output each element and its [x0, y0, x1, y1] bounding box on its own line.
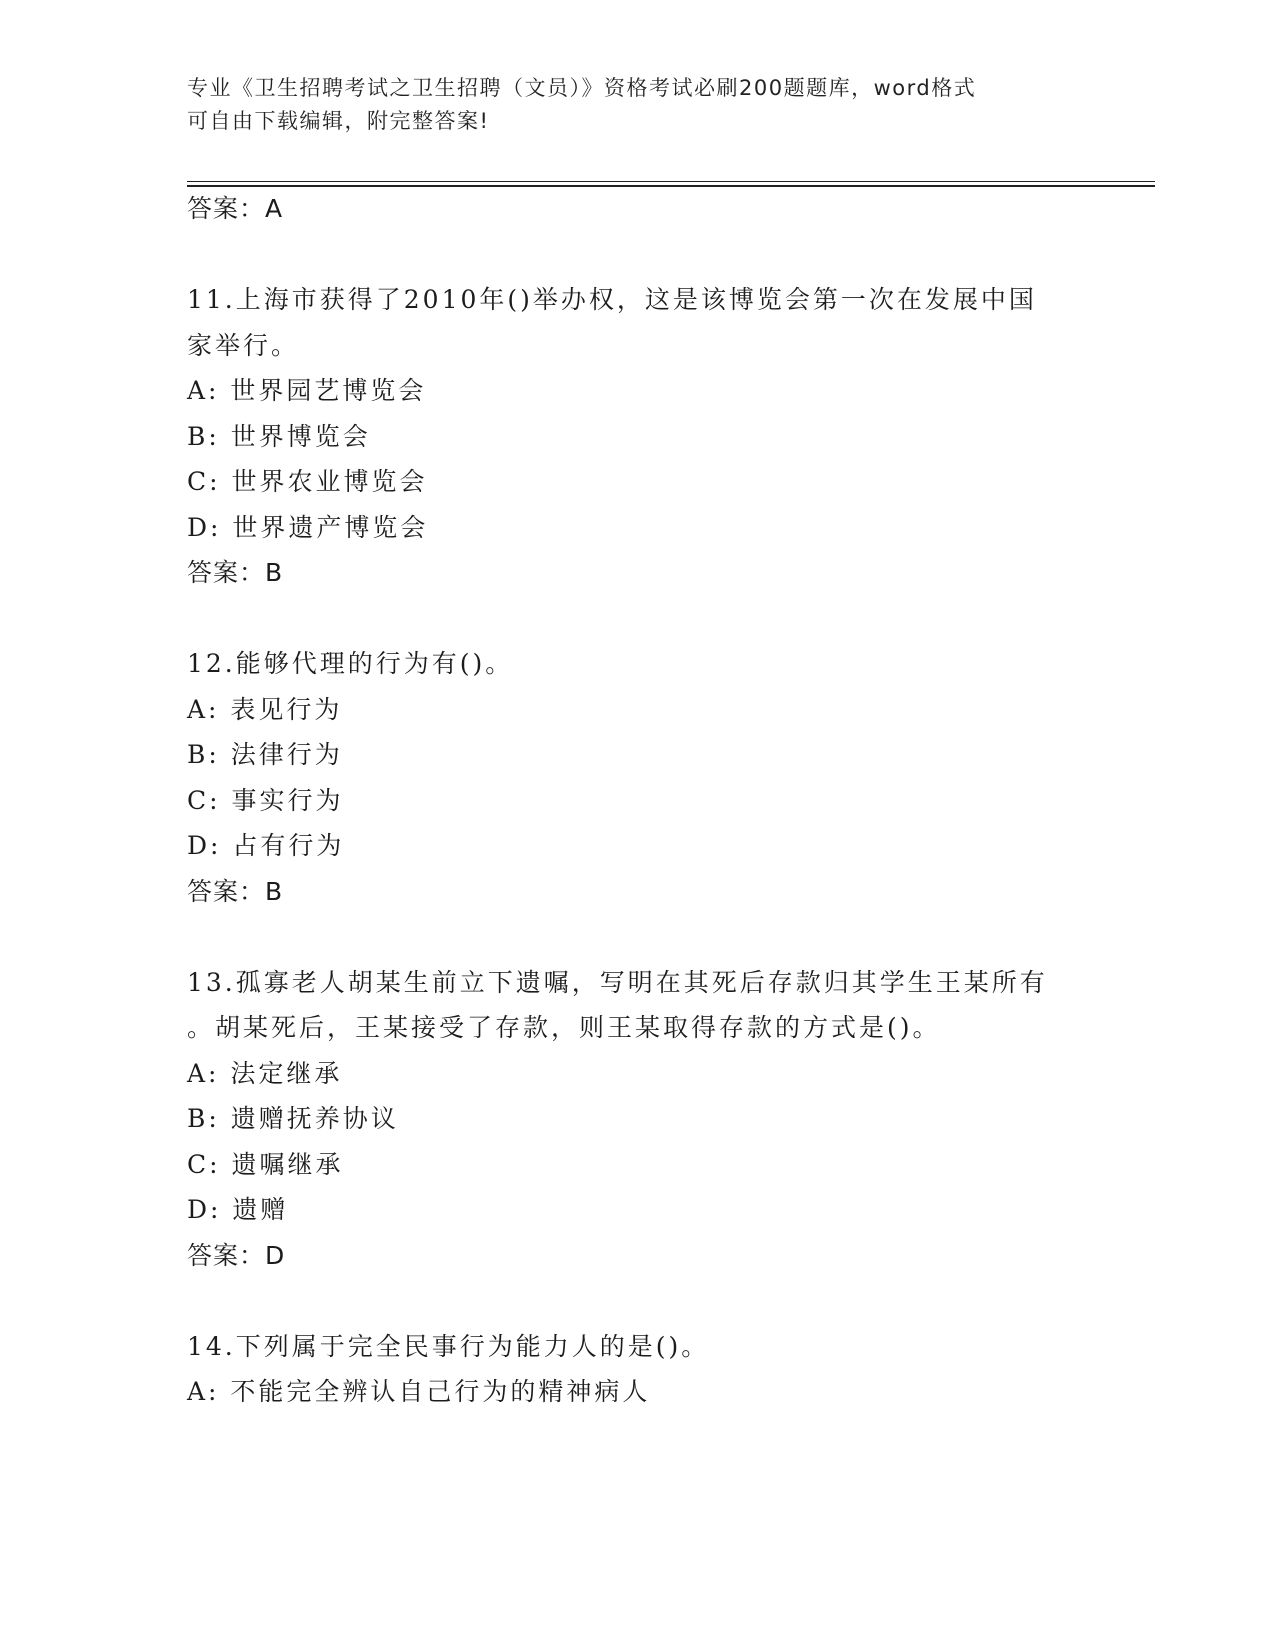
option-a: A: 表见行为	[187, 694, 343, 724]
question-text-cont: 。胡某死后，王某接受了存款，则王某取得存款的方式是()。	[187, 1013, 941, 1042]
question-12	[187, 641, 1107, 914]
option-c: C: 遗嘱继承	[187, 1149, 344, 1179]
option-c: C: 事实行为	[187, 785, 344, 815]
answer-line: 答案：D	[187, 1240, 286, 1270]
option-b: B: 世界博览会	[187, 421, 371, 451]
option-d: D: 遗赠	[187, 1195, 289, 1224]
answer-line: 答案：B	[187, 558, 284, 587]
question-13	[187, 960, 1107, 1279]
option-d: D: 世界遗产博览会	[187, 512, 429, 542]
answer-line: 答案：B	[187, 876, 284, 906]
option-a: A: 法定继承	[187, 1058, 343, 1088]
option-d: D: 占有行为	[187, 831, 345, 860]
question-text-cont: 家举行。	[187, 330, 300, 360]
header-title-line-1: 专业《卫生招聘考试之卫生招聘（文员）》资格考试必刷200题题库，word格式	[187, 76, 977, 100]
option-b: B: 法律行为	[187, 740, 343, 769]
question-text: 12.能够代理的行为有()。	[187, 649, 514, 678]
spacer	[187, 232, 1107, 278]
option-b: B: 遗赠抚养协议	[187, 1104, 399, 1133]
question-text: 13.孤寡老人胡某生前立下遗嘱，写明在其死后存款归其学生王某所有	[187, 967, 1048, 997]
header-rule-thin	[187, 181, 1155, 182]
question-text: 11.上海市获得了2010年()举办权，这是该博览会第一次在发展中国	[187, 285, 1037, 314]
spacer	[187, 914, 1107, 960]
question-text: 14.下列属于完全民事行为能力人的是()。	[187, 1331, 710, 1361]
question-list	[187, 186, 1107, 1415]
header-title-line-2: 可自由下载编辑，附完整答案!	[187, 109, 490, 133]
spacer	[187, 1278, 1107, 1324]
question-14	[187, 1324, 1107, 1415]
spacer	[187, 596, 1107, 642]
option-a: A: 世界园艺博览会	[187, 376, 427, 405]
option-c: C: 世界农业博览会	[187, 467, 428, 496]
document-header	[187, 72, 1087, 138]
option-a: A: 不能完全辨认自己行为的精神病人	[187, 1377, 651, 1406]
answer-line: 答案：A	[187, 194, 284, 223]
question-11	[187, 277, 1107, 596]
